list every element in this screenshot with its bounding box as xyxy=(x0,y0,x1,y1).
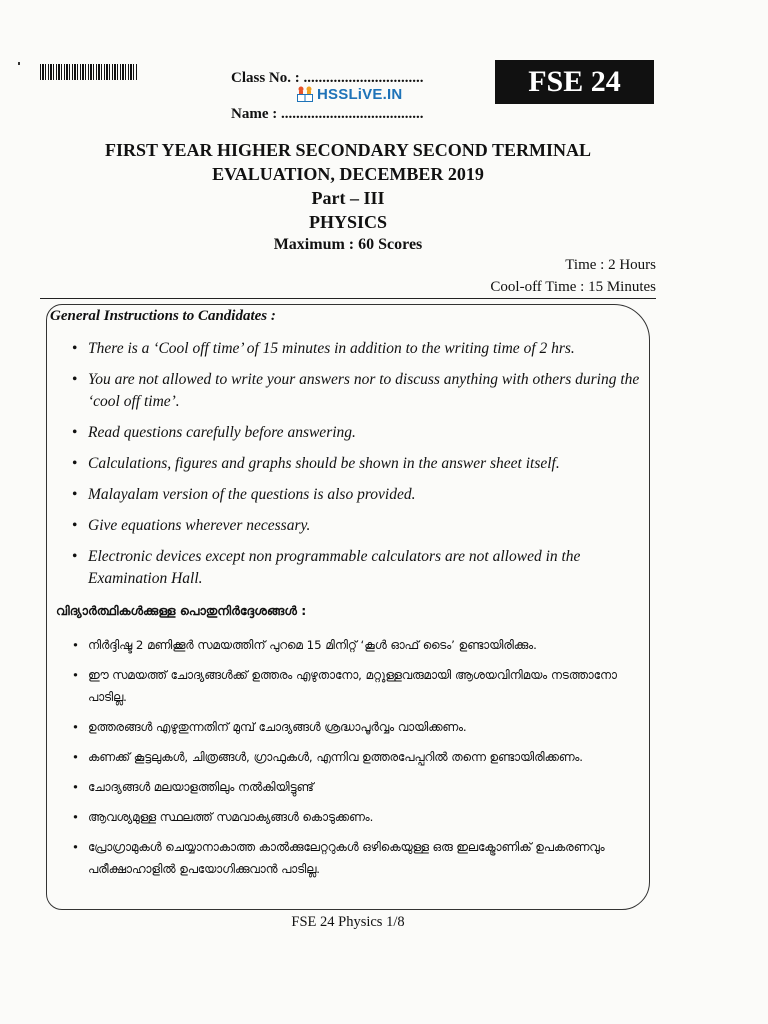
exam-part: Part – III xyxy=(311,188,385,208)
exam-title-block xyxy=(0,138,696,256)
barcode xyxy=(40,64,138,80)
list-item: • കണക്ക് കൂട്ടലുകൾ, ചിത്രങ്ങൾ, ഗ്രാഫുകൾ, എന്നിവ ഉത്തരപേപ്പറിൽ തന്നെ ഉണ്ടായിരിക്കണം. xyxy=(72,746,652,768)
max-scores: Maximum : 60 Scores xyxy=(273,236,423,253)
list-item: • ഈ സമയത്ത് ചോദ്യങ്ങൾക്ക് ഉത്തരം എഴുതാനോ, മറ്റുള്ളവരുമായി ആശയവിനിമയം നടത്താനോ പാടില്ല. xyxy=(72,664,652,708)
class-no-field: Class No. : ................................ xyxy=(231,70,424,86)
list-item: • Give equations wherever necessary. xyxy=(72,515,652,537)
english-instructions-list xyxy=(72,338,652,599)
list-item: • Electronic devices except non programmable calculators are not allowed in the Examination Hall. xyxy=(72,546,652,590)
malayalam-instructions-heading: വിദ്യാർത്ഥികൾക്കുള്ള പൊതുനിർദ്ദേശങ്ങൾ : xyxy=(56,603,307,618)
logo-text: HSSLiVE.IN xyxy=(317,85,403,103)
list-item: • ചോദ്യങ്ങൾ മലയാളത്തിലും നൽകിയിട്ടുണ്ട് xyxy=(72,776,652,798)
cool-off-time: Cool-off Time : 15 Minutes xyxy=(490,279,656,295)
paper-code-badge: FSE 24 xyxy=(495,60,654,104)
list-item: • Calculations, figures and graphs should be shown in the answer sheet itself. xyxy=(72,453,652,475)
scan-speck xyxy=(18,62,20,65)
general-instructions-heading: General Instructions to Candidates : xyxy=(50,308,276,324)
hsslive-logo xyxy=(296,85,402,103)
list-item: • ഉത്തരങ്ങൾ എഴുതുന്നതിന് മുമ്പ് ചോദ്യങ്ങൾ ശ്രദ്ധാപൂർവ്വം വായിക്കണം. xyxy=(72,716,652,738)
name-field: Name : ...................................... xyxy=(231,106,424,122)
list-item: • There is a ‘Cool off time’ of 15 minutes in addition to the writing time of 2 hrs. xyxy=(72,338,652,360)
list-item: • Malayalam version of the questions is also provided. xyxy=(72,484,652,506)
list-item: • നിർദ്ദിഷ്ട 2 മണിക്കൂർ സമയത്തിന് പുറമെ 15 മിനിറ്റ് ‘കൂൾ ഓഫ് ടൈം’ ഉണ്ടായിരിക്കും. xyxy=(72,634,652,656)
list-item: • ആവശ്യമുള്ള സ്ഥലത്ത് സമവാക്യങ്ങൾ കൊടുക്കണം. xyxy=(72,806,652,828)
list-item: • You are not allowed to write your answers nor to discuss anything with others during the ‘cool off time’. xyxy=(72,369,652,413)
header-divider xyxy=(40,298,656,299)
book-people-icon xyxy=(296,85,314,103)
exam-title-line2: EVALUATION, DECEMBER 2019 xyxy=(212,164,484,184)
list-item: • Read questions carefully before answering. xyxy=(72,422,652,444)
page-footer: FSE 24 Physics 1/8 xyxy=(291,914,405,930)
time-duration: Time : 2 Hours xyxy=(565,257,656,273)
exam-subject: PHYSICS xyxy=(308,212,388,232)
malayalam-instructions-list xyxy=(72,634,652,888)
exam-title-line1: FIRST YEAR HIGHER SECONDARY SECOND TERMINAL xyxy=(105,140,591,160)
list-item: • പ്രോഗ്രാമുകൾ ചെയ്യാനാകാത്ത കാൽക്കുലേറ്ററുകൾ ഒഴികെയുള്ള ഒരു ഇലക്ട്രോണിക് ഉപകരണവും പരീക്ഷാഹാളിൽ ഉപയോഗിക്കുവാൻ പാടില്ല. xyxy=(72,836,652,880)
